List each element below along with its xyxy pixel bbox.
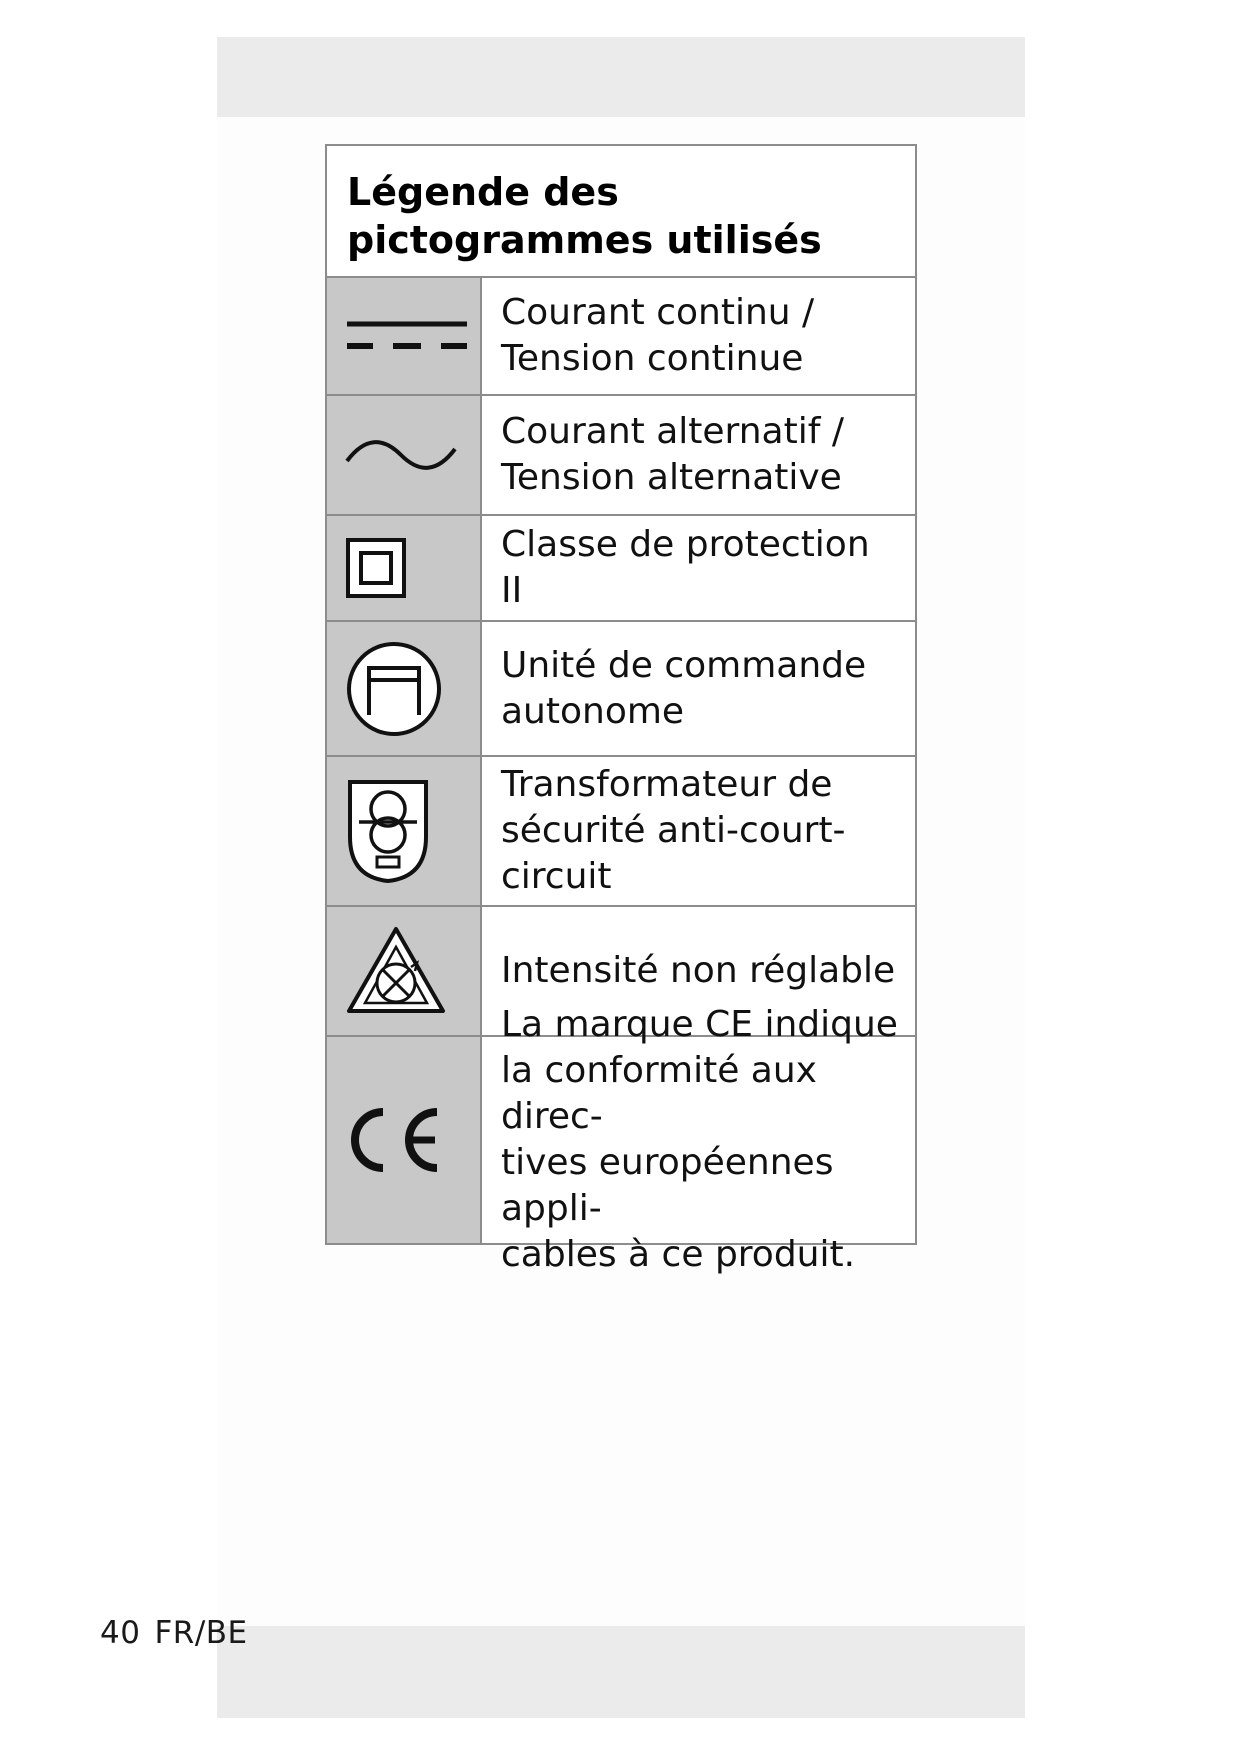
- legend-row: [327, 757, 915, 907]
- legend-row: [327, 278, 915, 396]
- ce-mark-icon: [327, 1037, 482, 1243]
- legend-text: Classe de protection II: [501, 524, 870, 611]
- locale-code: FR/BE: [154, 1615, 248, 1651]
- legend-text: La marque CE indique la conformité aux direc- tives européennes appli- cables à ce produit.: [501, 1004, 898, 1275]
- page-number: 40: [100, 1615, 141, 1651]
- legend-row: [327, 396, 915, 516]
- legend-row: [327, 1004, 915, 1275]
- direct-current-icon: [327, 278, 482, 394]
- legend-title: Légende des pictogrammes utilisés: [327, 146, 915, 278]
- legend-text: Transformateur de sécurité anti-court-circuit: [501, 764, 846, 897]
- legend-text: Courant continu / Tension continue: [501, 292, 815, 379]
- legend-text: Courant alternatif / Tension alternative: [501, 411, 844, 498]
- legend-row: [327, 622, 915, 757]
- legend-text: Unité de commande autonome: [501, 644, 867, 732]
- safety-transformer-icon: [327, 757, 482, 905]
- legend-text: Intensité non réglable: [501, 950, 896, 991]
- pictogram-legend-table: [325, 144, 917, 1275]
- independent-control-unit-icon: [327, 622, 482, 755]
- non-adjustable-intensity-icon: [327, 907, 482, 1035]
- header-band: [217, 37, 1025, 117]
- footer-band: [217, 1626, 1025, 1718]
- page-footer: [100, 1615, 262, 1651]
- legend-row: [327, 516, 915, 622]
- protection-class-ii-icon: [327, 516, 482, 620]
- alternating-current-icon: [327, 396, 482, 514]
